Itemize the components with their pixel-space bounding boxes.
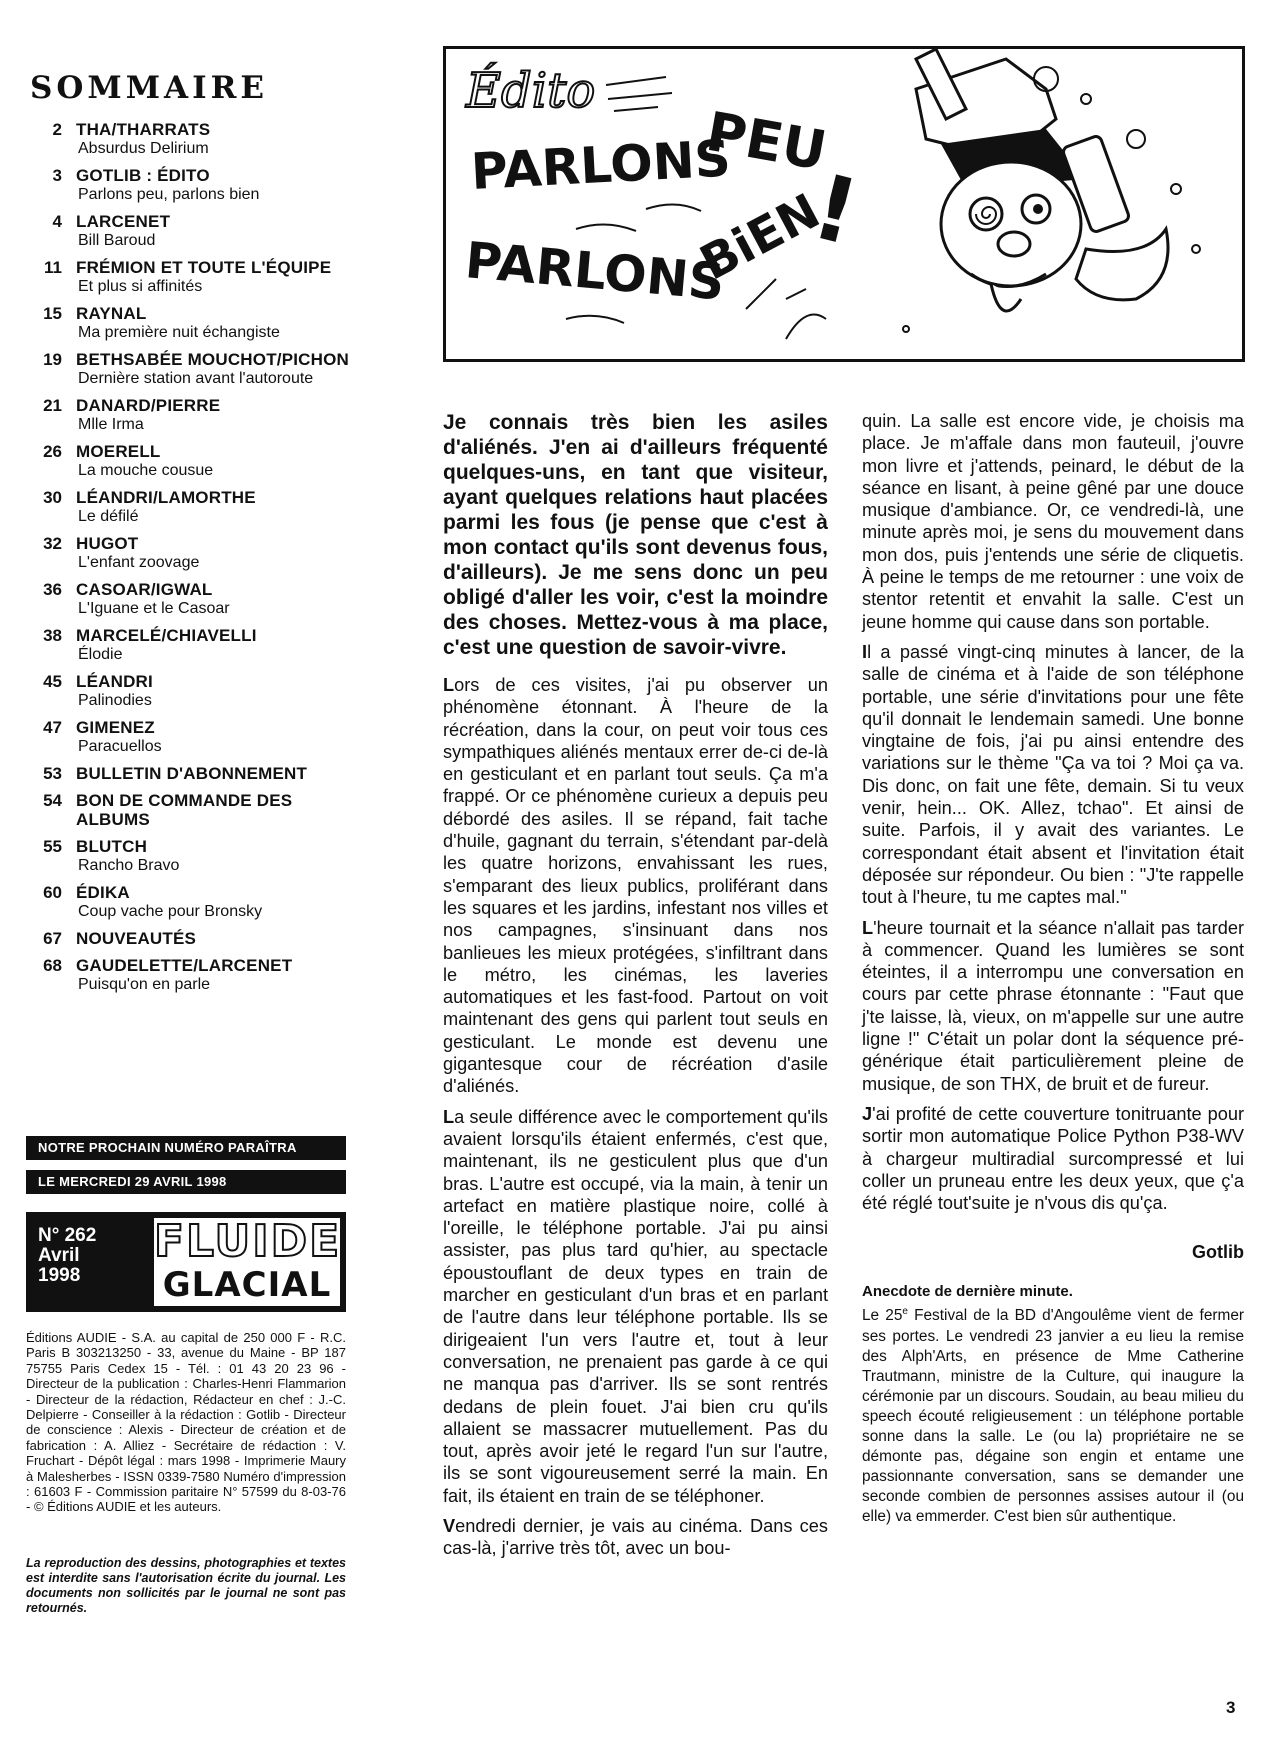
drop-letter: V <box>443 1515 456 1536</box>
toc-author: THA/THARRATS <box>76 120 211 139</box>
toc-author: GAUDELETTE/LARCENET <box>76 956 293 975</box>
toc-title: Élodie <box>78 646 123 663</box>
toc-page-number: 54 <box>43 791 62 810</box>
issue-month: Avril <box>38 1245 80 1266</box>
toc-page-number: 45 <box>43 672 62 691</box>
toc-author: GOTLIB : ÉDITO <box>76 166 210 185</box>
toc-entry-text <box>76 396 356 442</box>
toc-page-number: 19 <box>43 350 62 369</box>
toc-entry <box>26 626 356 672</box>
toc-page-number: 15 <box>43 304 62 323</box>
article-paragraph <box>443 1515 828 1560</box>
ordinal-suffix: e <box>902 1306 908 1318</box>
toc-entry <box>26 929 356 956</box>
toc-page-number: 32 <box>43 534 62 553</box>
toc-entry <box>26 396 356 442</box>
anecdote-title: Anecdote de dernière minute. <box>862 1283 1073 1301</box>
toc-entry <box>26 120 356 166</box>
toc-page-number: 36 <box>43 580 62 599</box>
logo-word-fluide: FLUIDE <box>154 1216 342 1267</box>
toc-author: BETHSABÉE MOUCHOT/PICHON <box>76 350 350 369</box>
toc-title: L'enfant zoovage <box>78 554 200 571</box>
toc-title: Puisqu'on en parle <box>78 976 211 993</box>
table-of-contents <box>26 70 356 1002</box>
toc-title: Dernière station avant l'autoroute <box>78 370 314 387</box>
paragraph-text: 'heure tournait et la séance n'allait pas tarder à commencer. Quand les lumières se sont éteintes, il a interrompu une conversation en cours par cette phrase étonnante : "Faut que j'te laisse, là, vieux, on m'appelle sur une autre ligne !" C'était un polar dont la séquence pré-générique était particulièrement pleine de musique, de son THX, de bruit et de fureur. <box>862 917 1244 1094</box>
toc-author: MOERELL <box>76 442 161 461</box>
toc-heading: SOMMAIRE <box>30 70 268 106</box>
toc-entry <box>26 837 356 883</box>
toc-entry-text <box>76 442 356 488</box>
title-exclamation: ! <box>802 154 868 267</box>
article-column-middle <box>443 410 828 1568</box>
logo-word-glacial: GLACIAL <box>162 1265 332 1305</box>
toc-entry <box>26 718 356 764</box>
toc-entry-text <box>76 534 356 580</box>
toc-entry-text <box>76 120 356 166</box>
toc-author: LÉANDRI <box>76 672 153 691</box>
article-column-right <box>862 410 1244 1527</box>
toc-entry <box>26 488 356 534</box>
paragraph-text: l a passé vingt-cinq minutes à lancer, de la salle de cinéma et à l'aide de son téléphone portable, une série d'invitations pour une fête qu'il donnait le lendemain samedi. Une bonne vingtaine de fois, j'ai pu ainsi entendre des variations sur le thème "Ça va toi ? Moi ça va. Dis donc, on fait une fête, demain. Si tu veux venir, hein... OK. Allez, tchao". Et ainsi de suite. Parfois, il y avait des variantes. Le correspondant était absent et l'invitation était déposée sur répondeur. Ou bien : "J'te rappelle tout à l'heure, tu me captes mal." <box>862 641 1244 908</box>
toc-entry <box>26 672 356 718</box>
toc-entry <box>26 791 356 837</box>
toc-entry-text <box>76 883 356 929</box>
cartoon-character <box>903 49 1200 332</box>
toc-page-number: 55 <box>43 837 62 856</box>
issue-info <box>38 1226 96 1286</box>
toc-entry-text <box>76 718 356 764</box>
toc-page-number: 30 <box>43 488 62 507</box>
drop-letter: L <box>443 1106 455 1127</box>
article-paragraph <box>443 674 828 1098</box>
toc-page-number: 2 <box>52 120 62 139</box>
toc-entry <box>26 883 356 929</box>
issue-year: 1998 <box>38 1265 81 1286</box>
toc-page-number: 67 <box>43 929 62 948</box>
toc-title: Absurdus Delirium <box>78 140 209 157</box>
paragraph-text: endredi dernier, je vais au cinéma. Dans ces cas-là, j'arrive très tôt, avec un bou- <box>443 1515 828 1559</box>
article-paragraph: quin. La salle est encore vide, je choisis ma place. Je m'affale dans mon fauteuil, j'ouvre mon livre et j'attends, peinard, le début de la séance en lisant, à peine gêné par une douce musique d'ambiance. Or, ce vendredi-là, une minute après moi, je sens du mouvement dans mon dos, puis j'entends une série de cliquetis. À peine le temps de me retourner : une voix de stentor retentit et envahit la salle. C'est un jeune homme qui cause dans son portable. <box>862 411 1244 632</box>
title-parlons-2: PARLONS <box>462 231 727 312</box>
drop-letter: L <box>443 675 455 695</box>
title-bien: BiEN <box>691 182 829 292</box>
toc-entry-text <box>76 304 356 350</box>
article-lead: Je connais très bien les asiles d'aliénés. J'en ai d'ailleurs fréquenté quelques-uns, en tant que visiteur, ayant quelques relations haut placées parmi les fous (je pense que c'est à mon contact qu'ils sont devenus fous, d'ailleurs). Je me sens donc un peu obligé d'aller les voir, c'est la moindre des choses. Mettez-vous à ma place, c'est une question de savoir-vivre. <box>443 411 828 659</box>
toc-author: LÉANDRI/LAMORTHE <box>76 488 256 507</box>
toc-author: GIMENEZ <box>76 718 155 737</box>
toc-page-number: 21 <box>43 396 62 415</box>
toc-title: Rancho Bravo <box>78 857 180 874</box>
toc-entry <box>26 166 356 212</box>
toc-author: ÉDIKA <box>76 883 130 902</box>
toc-author: FRÉMION ET TOUTE L'ÉQUIPE <box>76 258 332 277</box>
toc-page-number: 3 <box>52 166 62 185</box>
toc-entry-text <box>76 956 356 1002</box>
toc-title: Ma première nuit échangiste <box>78 324 280 341</box>
toc-title: Et plus si affinités <box>78 278 203 295</box>
edito-illustration <box>443 46 1245 362</box>
paragraph-text: 'ai profité de cette couverture tonitruante pour sortir mon automatique Police Python P38-WV à chargeur multiradial surcompressé et lui coller un pruneau entre les deux yeux, que ç'a été réglé tout'suite je n'vous dis qu'ça. <box>862 1103 1244 1214</box>
article-paragraph <box>862 1103 1244 1214</box>
toc-entry <box>26 764 356 791</box>
toc-page-number: 60 <box>43 883 62 902</box>
toc-entry-text <box>76 791 356 837</box>
toc-page-number: 53 <box>43 764 62 783</box>
toc-author: BON DE COMMANDE DES ALBUMS <box>76 791 293 829</box>
toc-entry <box>26 956 356 1002</box>
toc-title: Mlle Irma <box>78 416 144 433</box>
toc-list <box>26 120 356 1002</box>
toc-title: Le défilé <box>78 508 139 525</box>
title-peu: PEU <box>701 99 832 183</box>
issue-box <box>26 1212 346 1312</box>
toc-author: MARCELÉ/CHIAVELLI <box>76 626 257 645</box>
toc-entry-text <box>76 488 356 534</box>
fluide-glacial-logo <box>154 1218 340 1306</box>
drop-letter: J <box>862 1103 873 1124</box>
toc-author: DANARD/PIERRE <box>76 396 221 415</box>
article-paragraph <box>862 641 1244 909</box>
toc-page-number: 11 <box>44 258 62 277</box>
article-paragraph <box>443 1106 828 1507</box>
toc-title: L'Iguane et le Casoar <box>78 600 230 617</box>
toc-page-number: 4 <box>52 212 62 231</box>
toc-title: Parlons peu, parlons bien <box>78 186 260 203</box>
drop-letter: L <box>862 917 874 938</box>
toc-title: Coup vache pour Bronsky <box>78 903 263 920</box>
toc-page-number: 26 <box>43 442 62 461</box>
reproduction-notice: La reproduction des dessins, photographies et textes est interdite sans l'autorisation écrite du journal. Les documents non sollicités par le journal ne sont pas retournés. <box>26 1556 346 1615</box>
anecdote-text-start: Le 25 <box>862 1307 903 1325</box>
paragraph-text: a seule différence avec le comportement qu'ils avaient lorsqu'ils étaient enfermés, c'est que, maintenant, ils ne gesticulent plus que d'un bras. L'autre est occupé, via la main, à tenir un artefact en matière plastique noire, collé à l'oreille, le téléphone portable. J'ai pu ainsi assister, pas plus tard qu'hier, au spectacle époustouflant de deux types en train de marcher en gesticulant d'un bras et en parlant de l'autre dans leur téléphone portable. Ils se dirigeaient l'un vers l'autre et, tout à leur conversation, ne prenaient pas garde à ce qui ne manqua pas d'arriver. Ils se sont rentrés dedans de plein fouet. J'ai bien cru qu'ils allaient se massacrer mutuellement. Pas du tout, après avoir jeté le regard l'un sur l'autre, ils se sont vigoureusement serré la main. En fait, ils étaient en train de se téléphoner. <box>443 1106 828 1506</box>
anecdote-text-rest: Festival de la BD d'Angoulême vient de fermer ses portes. Le vendredi 23 janvier a eu lieu la remise des Alph'Arts, en présence de Mme Catherine Trautmann, ministre de la Culture, qui inaugure la cérémonie par un discours. Soudain, au beau milieu du speech écouté religieusement : un téléphone portable sonne dans la salle. Le (ou la) propriétaire ne se démonte pas, dégaine son engin et entame une passionnante conversation, sans se demander une seconde combien de personnes assises autour il (ou elle) va emmerder. C'est bien sûr authentique. <box>862 1307 1245 1525</box>
toc-entry-text <box>76 166 356 212</box>
toc-entry-text <box>76 626 356 672</box>
toc-author: BULLETIN D'ABONNEMENT <box>76 764 308 783</box>
toc-author: CASOAR/IGWAL <box>76 580 213 599</box>
toc-entry-text <box>76 350 356 396</box>
toc-page-number: 68 <box>43 956 62 975</box>
toc-entry-text <box>76 258 356 304</box>
toc-entry-text <box>76 837 356 883</box>
toc-entry <box>26 350 356 396</box>
toc-author: LARCENET <box>76 212 171 231</box>
next-issue-line-2: LE MERCREDI 29 AVRIL 1998 <box>26 1170 346 1194</box>
toc-author: BLUTCH <box>76 837 148 856</box>
toc-entry <box>26 580 356 626</box>
toc-entry <box>26 304 356 350</box>
toc-author: NOUVEAUTÉS <box>76 929 197 948</box>
page-number: 3 <box>1226 1698 1236 1717</box>
edito-drawing <box>446 49 1242 359</box>
toc-entry <box>26 258 356 304</box>
toc-title: Bill Baroud <box>78 232 156 249</box>
toc-title: Palinodies <box>78 692 152 709</box>
toc-title: Paracuellos <box>78 738 162 755</box>
toc-author: HUGOT <box>76 534 139 553</box>
toc-entry <box>26 534 356 580</box>
toc-entry-text <box>76 212 356 258</box>
toc-title: La mouche cousue <box>78 462 214 479</box>
edito-signature: Édito <box>466 63 596 119</box>
anecdote-text <box>862 1302 1244 1526</box>
paragraph-text: ors de ces visites, j'ai pu observer un phénomène étonnant. À l'heure de la récréation, dans la cour, on peut voir tous ces sympathiques aliénés mentaux errer de-ci de-là en gesticulant et en parlant tout seuls. Ça m'a frappé. Or ce phénomène curieux a depuis peu débordé des asiles. Il se répand, fait tache d'huile, gagnant du terrain, s'étendant par-delà les quatre horizons, envahissant les rues, s'emparant des lieux publics, proliférant dans les squares et les jardins, infestant nos villes et nos campagnes, s'insinuant dans nos banlieues les mieux protégées, s'infiltrant dans le métro, les cinémas, les laveries automatiques et les fast-food. Partout on voit maintenant des gens qui parlent tout seuls en gesticulant. Le monde est devenu une gigantesque cour de récréation d'asile d'aliénés. <box>443 675 828 1097</box>
speed-lines-top <box>606 77 672 111</box>
article-paragraph <box>862 917 1244 1095</box>
imprint-text: Éditions AUDIE - S.A. au capital de 250 000 F - R.C. Paris B 303213250 - 33, avenue du Maine - BP 187 75755 Paris Cedex 15 - Tél. : 01 43 20 23 96 - Directeur de la publication : Charles-Henri Flammarion - Directeur de la rédaction, Rédacteur en chef : J.-C. Delpierre - Conseiller à la rédaction : Gotlib - Directeur de conscience : Alexis - Directeur de création et de fabrication : A. Alliez - Secrétaire de rédaction : V. Fruchart - Dépôt légal : mars 1998 - Imprimerie Maury à Malesherbes - ISSN 0339-7580 Numéro d'impression : 61603 F - Commission paritaire N° 57599 du 8-03-76 - © Éditions AUDIE et les auteurs. <box>26 1330 346 1515</box>
drop-letter: I <box>862 641 868 662</box>
toc-entry-text <box>76 764 356 791</box>
toc-page-number: 38 <box>43 626 62 645</box>
toc-entry <box>26 442 356 488</box>
next-issue-line-1: NOTRE PROCHAIN NUMÉRO PARAÎTRA <box>26 1136 346 1160</box>
title-parlons-1: PARLONS <box>469 129 732 201</box>
author-signature: Gotlib <box>1192 1242 1244 1263</box>
toc-entry-text <box>76 580 356 626</box>
toc-entry <box>26 212 356 258</box>
toc-entry-text <box>76 672 356 718</box>
toc-page-number: 47 <box>43 718 62 737</box>
toc-entry-text <box>76 929 356 956</box>
toc-author: RAYNAL <box>76 304 147 323</box>
issue-number: N° 262 <box>38 1225 97 1246</box>
